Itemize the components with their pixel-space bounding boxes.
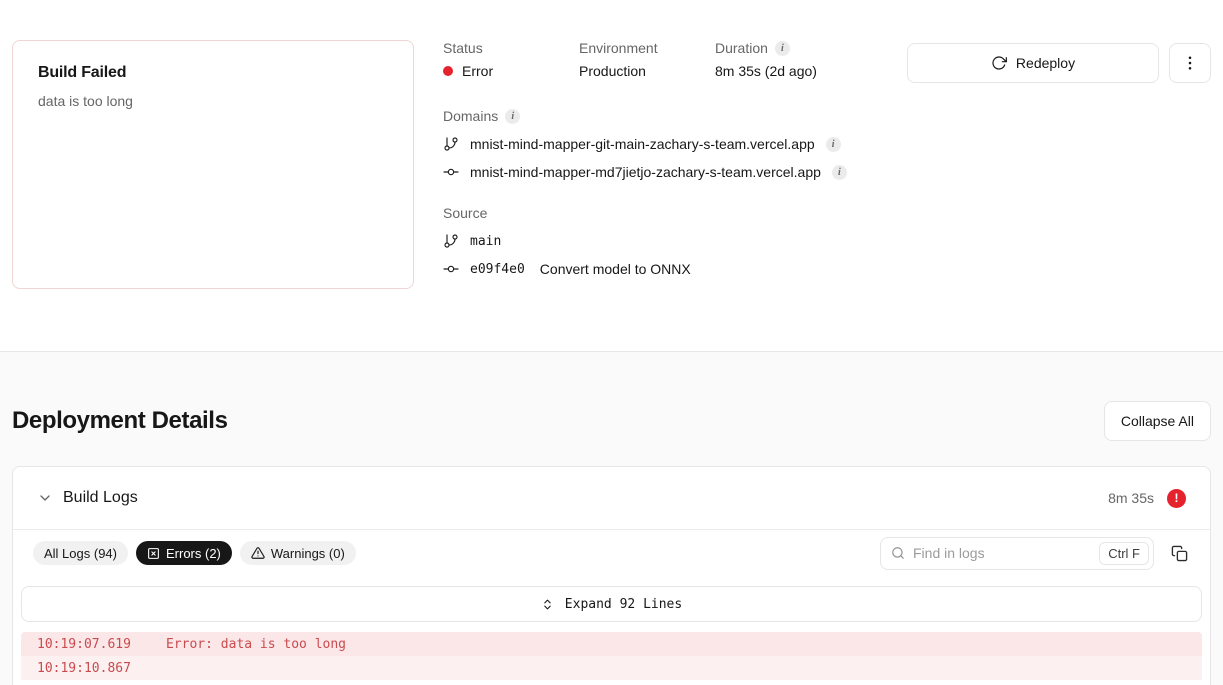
log-output xyxy=(21,632,1202,680)
page-title: Deployment Details xyxy=(12,407,228,434)
log-timestamp: 10:19:10.867 xyxy=(37,660,131,676)
filter-warnings[interactable]: Warnings (0) xyxy=(240,541,356,565)
environment-label: Environment xyxy=(579,40,658,56)
git-commit-icon xyxy=(443,164,459,180)
build-failed-title: Build Failed xyxy=(38,64,127,81)
kebab-menu-icon xyxy=(1181,54,1199,72)
status-column xyxy=(443,40,579,79)
more-options-button[interactable] xyxy=(1169,43,1211,83)
search-input[interactable] xyxy=(913,545,1099,561)
copy-logs-button[interactable] xyxy=(1168,542,1190,564)
deployment-preview-card xyxy=(12,40,414,289)
domain-link[interactable]: mnist-mind-mapper-md7jietjo-zachary-s-team.vercel.app xyxy=(470,164,821,180)
source-commit-row xyxy=(443,261,847,277)
find-in-logs-search[interactable] xyxy=(880,537,1154,570)
error-status-dot-icon xyxy=(443,66,453,76)
domain-row xyxy=(443,136,847,152)
filter-errors[interactable]: Errors (2) xyxy=(136,541,232,565)
log-line-error[interactable] xyxy=(21,632,1202,656)
commit-message: Convert model to ONNX xyxy=(539,261,691,277)
domain-info-icon[interactable]: i xyxy=(826,137,841,152)
collapse-all-button[interactable]: Collapse All xyxy=(1104,401,1211,441)
refresh-icon xyxy=(991,55,1007,71)
redeploy-label: Redeploy xyxy=(1015,55,1076,71)
logs-body xyxy=(13,576,1210,685)
filter-all-logs[interactable]: All Logs (94) xyxy=(33,541,128,565)
source-branch-link[interactable]: main xyxy=(470,233,502,249)
environment-value: Production xyxy=(579,63,646,79)
log-timestamp: 10:19:07.619 xyxy=(37,636,131,652)
error-badge-icon: ! xyxy=(1167,489,1186,508)
build-logs-panel xyxy=(12,466,1211,685)
log-message: Error: data is too long xyxy=(166,636,347,652)
status-value: Error xyxy=(462,63,494,79)
deployment-actions xyxy=(907,43,1211,83)
environment-column xyxy=(579,40,715,79)
deployment-details-section xyxy=(0,351,1223,685)
deployment-meta xyxy=(443,40,847,277)
x-square-icon xyxy=(147,547,160,560)
duration-value: 8m 35s (2d ago) xyxy=(715,63,817,79)
log-line[interactable] xyxy=(21,656,1202,680)
logs-toolbar xyxy=(13,530,1210,576)
source-label: Source xyxy=(443,205,488,221)
source-branch-row xyxy=(443,233,847,249)
build-failed-message: data is too long xyxy=(38,93,133,109)
domains-section xyxy=(443,108,847,180)
domains-label: Domains xyxy=(443,108,499,124)
domain-link[interactable]: mnist-mind-mapper-git-main-zachary-s-team.vercel.app xyxy=(470,136,815,152)
source-section xyxy=(443,205,847,277)
status-label: Status xyxy=(443,40,483,56)
commit-hash-link[interactable]: e09f4e0 xyxy=(470,261,525,277)
duration-info-icon[interactable]: i xyxy=(775,41,790,56)
domains-info-icon[interactable]: i xyxy=(505,109,520,124)
build-logs-title: Build Logs xyxy=(63,489,138,506)
git-commit-icon xyxy=(443,261,459,277)
warning-triangle-icon xyxy=(251,546,265,560)
build-logs-header[interactable] xyxy=(13,467,1210,530)
chevrons-up-down-icon xyxy=(541,598,554,611)
domain-row xyxy=(443,164,847,180)
chevron-down-icon xyxy=(37,490,53,506)
duration-column xyxy=(715,40,817,79)
git-branch-icon xyxy=(443,136,459,152)
build-duration: 8m 35s xyxy=(1108,490,1154,506)
domain-info-icon[interactable]: i xyxy=(832,165,847,180)
copy-icon xyxy=(1171,545,1188,562)
keyboard-shortcut-badge: Ctrl F xyxy=(1099,542,1149,565)
duration-label: Duration xyxy=(715,40,768,56)
git-branch-icon xyxy=(443,233,459,249)
search-icon xyxy=(891,546,905,560)
redeploy-button[interactable] xyxy=(907,43,1159,83)
expand-lines-button[interactable]: Expand 92 Lines xyxy=(21,586,1202,622)
